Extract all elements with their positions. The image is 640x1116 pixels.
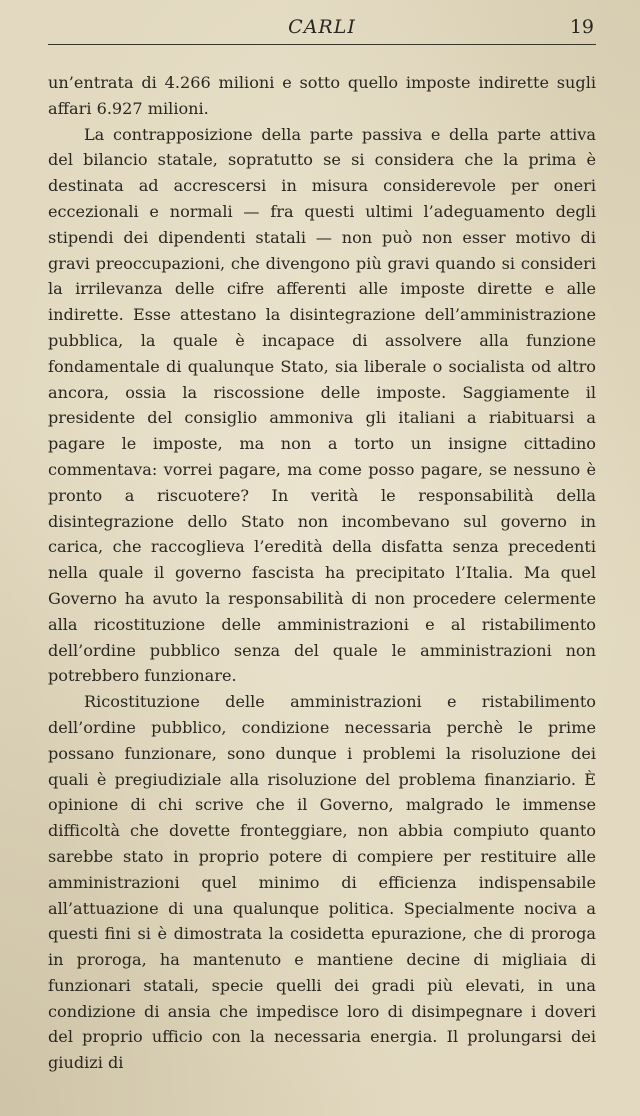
paragraph-bilancio: La contrapposizione della parte passiva e della parte attiva del bilancio statale, sopratutto se si considera che la prima è destinata ad accrescersi in misura considerevole per oneri eccezionali e normali — fra questi ultimi l’adeguamento degli stipendi dei dipendenti statali — non può non esser motivo di gravi preoccupazioni, che divengono più gravi quando si consideri la irrilevanza delle cifre afferenti alle imposte dirette e alle indirette. Esse attestano la disintegrazione dell’amministrazione pubblica, la quale è incapace di assolvere alla funzione fondamentale di qualunque Stato, sia liberale o socialista od altro ancora, ossia la riscossione delle imposte. Saggiamente il presidente del consiglio ammoniva gli italiani a riabituarsi a pagare le imposte, ma non a torto un insigne cittadino commentava: vorrei pagare, ma come posso pagare, se nessuno è pronto a riscuotere? In verità le responsabilità della disintegrazione dello Stato non incombevano sul governo in carica, che raccoglieva l’eredità della disfatta senza precedenti nella quale il governo fascista ha precipitato l’Italia. Ma quel Governo ha avuto la responsabilità di non procedere celermente alla ricostituzione delle amministrazioni e al ristabilimento dell’ordine pubblico senza del quale le amministrazioni non potrebbero funzionare. [48, 124, 596, 686]
paragraph-ricostituzione: Ricostituzione delle amministrazioni e ristabilimento dell’ordine pubblico, condizione necessaria perchè le prime possano funzionare, sono dunque i problemi la risoluzione dei quali è pregiudiziale alla risoluzione del problema finanziario. È opinione di chi scrive che il Governo, malgrado le immense difficoltà che dovette fronteggiare, non abbia compiuto quanto sarebbe stato in proprio potere di compiere per restituire alle amministrazioni quel minimo di efficienza indispensabile all’attuazione di una qualunque politica. Specialmente nociva a questi fini si è dimostrata la cosidetta epurazione, che di proroga in proroga, ha mantenuto e mantiene decine di migliaia di funzionari statali, specie quelli dei gradi più elevati, in una condizione di ansia che impedisce loro di disimpegnare i doveri del proprio ufficio con la necessaria energia. Il prolungarsi dei giudizi di [48, 692, 596, 1073]
running-head [48, 14, 596, 45]
paragraph-continuation: un’entrata di 4.266 milioni e sotto quello imposte indirette sugli affari 6.927 milioni. [48, 73, 596, 118]
page-number: 19 [569, 16, 594, 38]
body-text [48, 70, 596, 1076]
running-title: CARLI [288, 16, 356, 38]
